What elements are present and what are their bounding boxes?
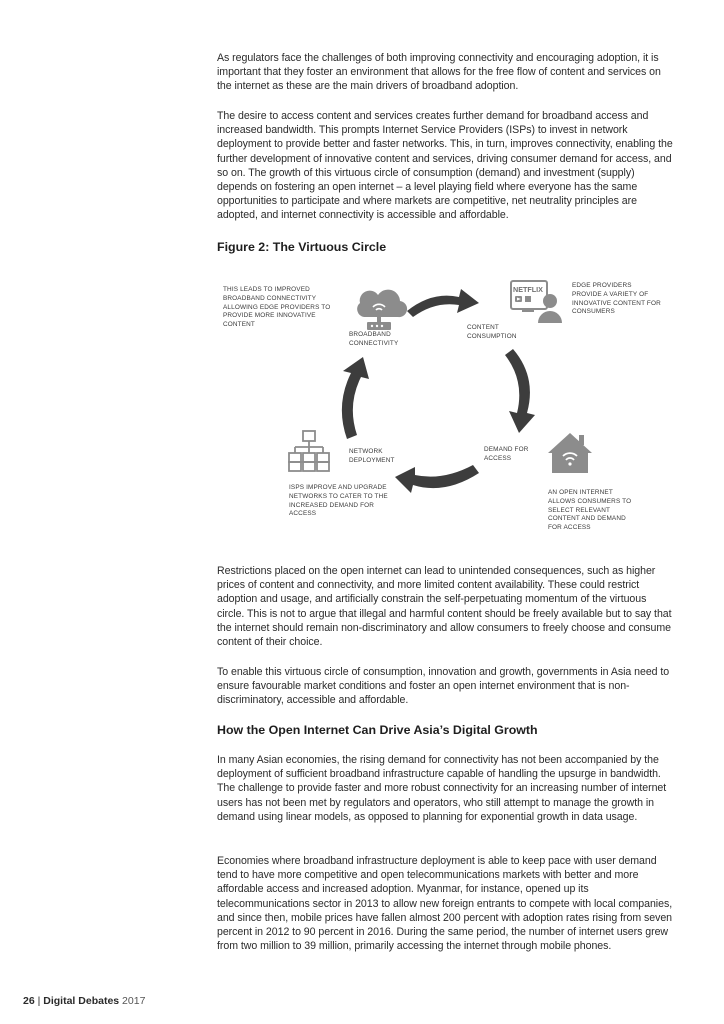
label-demand-for-access: DEMAND FOR ACCESS [484, 446, 529, 462]
netflix-label: NETFLIX [513, 285, 543, 294]
note-top-left: THIS LEADS TO IMPROVED BROADBAND CONNECTIVITY ALLOWING EDGE PROVIDERS TO PROVIDE MORE INNOVATIVE CONTENT [223, 286, 331, 329]
section-heading: How the Open Internet Can Drive Asia’s Digital Growth [217, 723, 538, 737]
label-content-consumption: CONTENT CONSUMPTION [467, 324, 517, 340]
home-wifi-icon [548, 433, 592, 473]
arrow-left [342, 357, 369, 439]
paragraph-restrictions: Restrictions placed on the open internet can lead to unintended consequences, such as higher prices of content and connectivity, and more limited content availability. These could restrict adoption and usage, and artificially constrain the self-perpetuating momentum of the virtuous circle. This is not to argue that illegal and harmful content should be freely available but to say that the internet should remain non-discriminatory and allow consumers to freely choose and consume content of their choice. [217, 565, 672, 649]
label-network-deployment: NETWORK DEPLOYMENT [349, 448, 395, 464]
publication-year: 2017 [122, 995, 146, 1007]
cloud-router-icon [357, 290, 407, 330]
paragraph-myanmar: Economies where broadband infrastructure deployment is able to keep pace with user demand tend to have more competitive and open telecommunications markets with better and more affordable access and increased adoption. Myanmar, for instance, opened up its telecommunications sector in 2013 to allow new foreign entrants to compete with local companies, and since then, mobile prices have fallen almost 200 percent with adoption rates rising from seven percent in 2012 to 90 percent in 2016. During the same period, the number of internet users grew from two million to 39 million, primarily accessing the internet through mobile phones. [217, 855, 673, 953]
page-footer [23, 995, 145, 1007]
note-bottom-left: ISPS IMPROVE AND UPGRADE NETWORKS TO CATER TO THE INCREASED DEMAND FOR ACCESS [289, 484, 388, 518]
arrow-top [407, 289, 479, 317]
page-number: 26 [23, 995, 35, 1007]
paragraph-enable: To enable this virtuous circle of consumption, innovation and growth, governments in Asia need to ensure favourable market conditions and foster an open internet environment that is non-discriminatory, accessible and affordable. [217, 666, 670, 707]
paragraph-demand: The desire to access content and services creates further demand for broadband access and increased bandwidth. This prompts Internet Service Providers (ISPs) to invest in network deployment to provide better and faster networks. This, in turn, improves connectivity, enabling the further development of innovative content and services, driving consumer demand for access, and so on. The growth of this virtuous circle of consumption (demand) and investment (supply) depends on fostering an open internet – a level playing field where everyone has the same opportunities to participate and where markets are competitive, net neutrality principles are adopted, and internet connectivity is accessible and affordable. [217, 110, 673, 222]
note-top-right: EDGE PROVIDERS PROVIDE A VARIETY OF INNOVATIVE CONTENT FOR CONSUMERS [572, 282, 661, 316]
paragraph-intro: As regulators face the challenges of both improving connectivity and encouraging adoption, it is important that they foster an environment that allows for the free flow of content and services on the internet as these are the main drivers of broadband adoption. [217, 52, 661, 93]
note-bottom-right: AN OPEN INTERNET ALLOWS CONSUMERS TO SELECT RELEVANT CONTENT AND DEMAND FOR ACCESS [548, 489, 632, 532]
publication-name: Digital Debates [43, 995, 120, 1007]
footer-separator: | [37, 995, 41, 1007]
paragraph-asian-economies: In many Asian economies, the rising demand for connectivity has not been accompanied by the deployment of sufficient broadband infrastructure capable of handling the upsurge in bandwidth. The challenge to provide faster and more robust connectivity for an increasing number of internet users has not been met by regulators and operators, who still attempt to manage the growth in demand using linear models, as opposed to planning for exponential growth in data usage. [217, 754, 667, 823]
arrow-bottom [395, 465, 479, 493]
netflix-screen-icon [511, 281, 562, 323]
label-broadband-connectivity: BROADBAND CONNECTIVITY [349, 331, 399, 347]
figure-title: Figure 2: The Virtuous Circle [217, 240, 387, 254]
network-hierarchy-icon [289, 431, 329, 471]
arrow-right [505, 349, 535, 433]
virtuous-circle-diagram [217, 273, 673, 553]
